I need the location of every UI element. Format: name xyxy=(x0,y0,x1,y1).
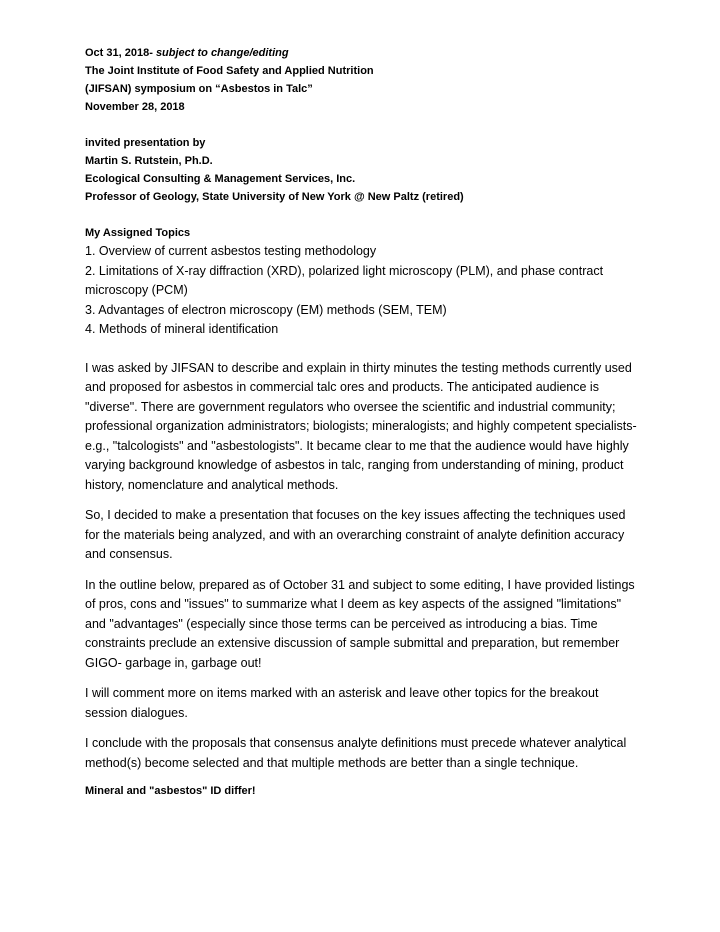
date-note: subject to change/editing xyxy=(155,47,289,59)
symposium-line: (JIFSAN) symposium on “Asbestos in Talc” xyxy=(85,83,313,95)
event-date-line: November 28, 2018 xyxy=(85,101,185,113)
body-paragraph: In the outline below, prepared as of October 31 and subject to some editing, I have provided listings of pros, cons and "issues" to summarize what I deem as key aspects of the assigned "limitations" and "advantages" (especially since those terms can be perceived as introducing a bias. Time constraints preclude an extensive discussion of sample submittal and preparation, but remember GIGO- garbage in, garbage out! xyxy=(85,577,635,670)
topic-item: 2. Limitations of X-ray diffraction (XRD), polarized light microscopy (PLM), and phase contract microscopy (PCM) xyxy=(85,263,604,297)
body-paragraph: So, I decided to make a presentation that focuses on the key issues affecting the techniques used for the materials being analyzed, and with an overarching constraint of analyte definition accuracy and consensus. xyxy=(85,508,626,561)
document-body xyxy=(85,44,640,800)
presenter-name: Martin S. Rutstein, Ph.D. xyxy=(85,155,213,167)
topic-item: 3. Advantages of electron microscopy (EM) methods (SEM, TEM) xyxy=(85,302,447,317)
date-text: Oct 31, 2018- xyxy=(85,47,153,59)
spacer xyxy=(85,116,640,134)
invited-line: invited presentation by xyxy=(85,137,206,149)
body-paragraph: I conclude with the proposals that consensus analyte definitions must precede whatever analytical method(s) become selected and that multiple methods are better than a single technique. xyxy=(85,736,627,770)
spacer xyxy=(85,206,640,224)
topics-heading: My Assigned Topics xyxy=(85,227,191,239)
topic-item: 1. Overview of current asbestos testing methodology xyxy=(85,244,377,258)
topic-item: 4. Methods of mineral identification xyxy=(85,322,279,336)
date-line xyxy=(85,44,640,62)
presenter-company: Ecological Consulting & Management Services, Inc. xyxy=(85,173,356,185)
body-paragraph: I will comment more on items marked with an asterisk and leave other topics for the breakout session dialogues. xyxy=(85,686,599,720)
closing-heading: Mineral and "asbestos" ID differ! xyxy=(85,785,256,797)
body-paragraph: I was asked by JIFSAN to describe and explain in thirty minutes the testing methods currently used and proposed for asbestos in commercial talc ores and products. The anticipated audience is "diverse". There are government regulators who oversee the scientific and industrial community; professional organization administrators; biologists; mineralogists; and highly competent specialists- e.g., "talcologists" and "asbestologists". It became clear to me that the audience would have highly varying background knowledge of asbestos in talc, ranging from understanding of mining, product history, nomenclature and analytical methods. xyxy=(85,360,637,492)
institute-line: The Joint Institute of Food Safety and Applied Nutrition xyxy=(85,65,374,77)
presenter-position: Professor of Geology, State University of New York @ New Paltz (retired) xyxy=(85,191,464,203)
